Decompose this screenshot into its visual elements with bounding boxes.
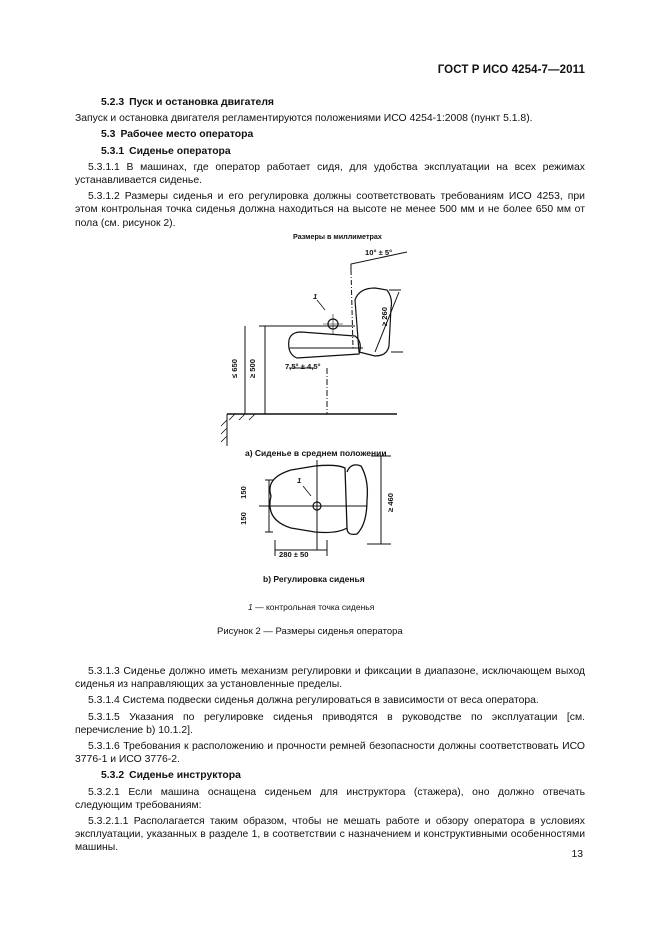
width-top-label: 150 (238, 486, 248, 499)
paragraph-5-3-1-3: 5.3.1.3 Сиденье должно иметь механизм регулировки и фиксации в диапазоне, исключающем выход сиденья из направляющих за установленные пределы. (75, 666, 585, 691)
units-label: Размеры в миллиметрах (293, 232, 382, 241)
callout-b: 1 (297, 476, 302, 485)
heading-5-3: 5.3 Рабочее место оператора (101, 129, 254, 141)
paragraph-5-3-1-6: 5.3.1.6 Требования к расположению и прочности ремней безопасности должны соответствовать ИСО 3776-1 и ИСО 3776-2. (75, 741, 585, 766)
back-height-label: ≥ 260 (379, 307, 389, 326)
paragraph-5-2-3: Запуск и остановка двигателя регламентируются положениями ИСО 4254-1:2008 (пункт 5.1.8). (75, 113, 533, 125)
caption-b: b) Регулировка сиденья (263, 574, 365, 584)
paragraph-5-3-1-5: 5.3.1.5 Указания по регулировке сиденья приводятся в руководстве по эксплуатации [см. перечисление b) 10.1.2]. (75, 711, 585, 736)
paragraph-5-3-1-2: 5.3.1.2 Размеры сиденья и его регулировка должны соответствовать требованиям ИСО 4253, при этом контрольная точка сиденья должна находиться на высоте не менее 500 мм и не более 650 мм от пола (см. рисунок 2). (75, 191, 585, 229)
callout-a: 1 (313, 292, 318, 301)
height-min-label: ≥ 500 (247, 359, 257, 378)
figure-title: Рисунок 2 — Размеры сиденья оператора (217, 626, 403, 637)
figure-legend: 1 — контрольная точка сиденья (248, 602, 375, 612)
height-max-label: ≤ 650 (229, 359, 239, 378)
heading-5-2-3: 5.2.3 Пуск и остановка двигателя (101, 97, 274, 108)
page-number: 13 (571, 849, 583, 860)
paragraph-5-3-1-4: 5.3.1.4 Система подвески сиденья должна регулироваться в зависимости от веса оператора. (88, 695, 539, 707)
angle-seat-label: 7,5° ± 4,5° (285, 362, 321, 371)
heading-5-3-2: 5.3.2 Сиденье инструктора (101, 770, 241, 782)
seat-drawing (75, 228, 585, 648)
caption-a: a) Сиденье в среднем положении (245, 448, 387, 458)
length-label: ≥ 460 (385, 493, 395, 512)
paragraph-5-3-2-1-1: 5.3.2.1.1 Располагается таким образом, чтобы не мешать работе и обзору оператора в условиях эксплуатации, указанных в разделе 1, в соответствии с назначением и конструктивными особенностями машины. (75, 816, 585, 854)
heading-5-3-1: 5.3.1 Сиденье оператора (101, 145, 231, 157)
figure-2 (75, 228, 585, 648)
text-block-bottom (75, 665, 585, 858)
text-block-top (75, 96, 585, 233)
document-id: ГОСТ Р ИСО 4254-7—2011 (437, 64, 585, 76)
paragraph-5-3-1-1: 5.3.1.1 В машинах, где оператор работает сидя, для удобства эксплуатации на всех режимах устанавливается сиденье. (75, 161, 585, 187)
angle-top-label: 10° ± 5° (365, 248, 393, 257)
adjust-label: 280 ± 50 (279, 550, 309, 559)
width-bottom-label: 150 (238, 512, 248, 525)
paragraph-5-3-2-1: 5.3.2.1 Если машина оснащена сиденьем для инструктора (стажера), оно должно отвечать следующим требованиям: (75, 786, 585, 811)
